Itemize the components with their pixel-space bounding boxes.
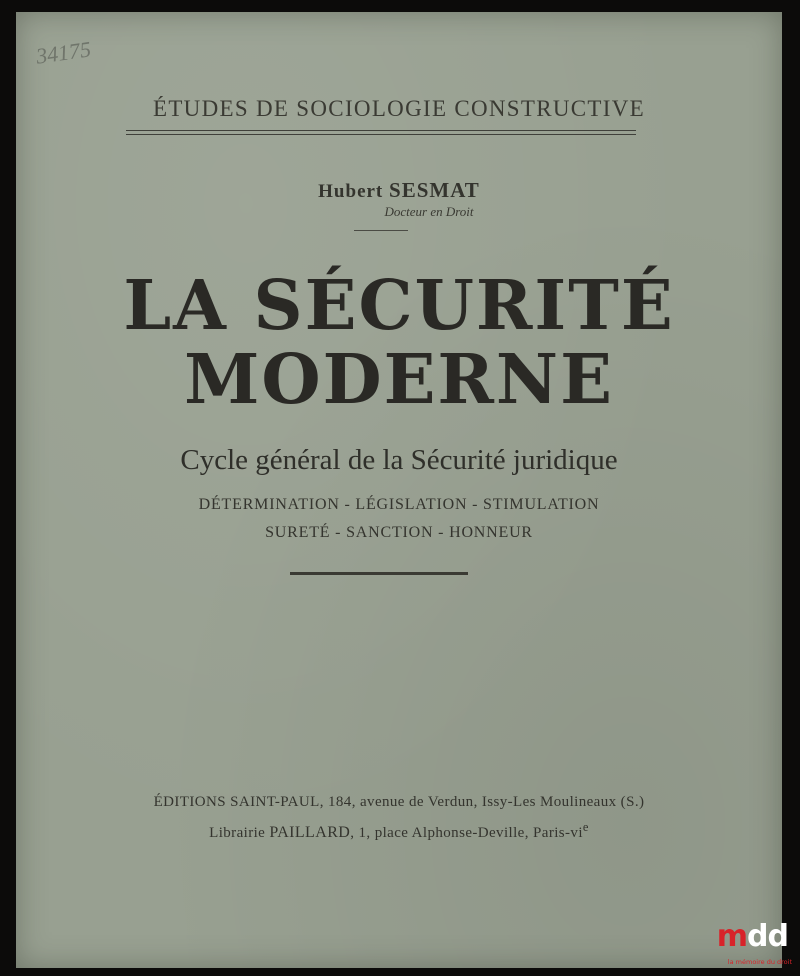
author-name: [16, 178, 782, 203]
publisher-line-2-pre: Librairie: [209, 825, 270, 841]
book-cover: [16, 12, 782, 968]
publisher-line-2: [16, 820, 782, 842]
logo-dd: dd: [747, 919, 788, 954]
center-rule: [290, 572, 468, 575]
publisher-line-2-post: , 1, place Alphonse-Deville, Paris-vi: [350, 825, 583, 841]
publisher-line-1: ÉDITIONS SAINT-PAUL, 184, avenue de Verdun, Issy-Les Moulineaux (S.): [153, 794, 645, 810]
topics-line-1: DÉTERMINATION - LÉGISLATION - STIMULATION: [198, 496, 600, 513]
book-subtitle: Cycle général de la Sécurité juridique: [180, 444, 618, 476]
author-credential: Docteur en Droit: [384, 204, 474, 219]
logo-tagline: la mémoire du droit: [727, 958, 792, 966]
mdd-logo-mark: [717, 920, 788, 954]
book-title-line-2: MODERNE: [184, 340, 614, 420]
handwritten-annotation: 34175: [34, 36, 93, 69]
series-title: ÉTUDES DE SOCIOLOGIE CONSTRUCTIVE: [152, 96, 646, 121]
book-title-line-1: LA SÉCURITÉ: [123, 266, 675, 346]
author-last-name: SESMAT: [389, 178, 480, 202]
series-double-rule: [126, 130, 636, 135]
topics-line-2: SURETÉ - SANCTION - HONNEUR: [265, 524, 533, 541]
publisher-line-2-name: PAILLARD: [269, 824, 351, 841]
author-rule: [354, 230, 408, 231]
logo-m: m: [716, 919, 748, 954]
mdd-watermark-logo: [716, 920, 796, 974]
publisher-line-2-sup: e: [582, 820, 589, 834]
author-first-name: Hubert: [318, 181, 384, 202]
